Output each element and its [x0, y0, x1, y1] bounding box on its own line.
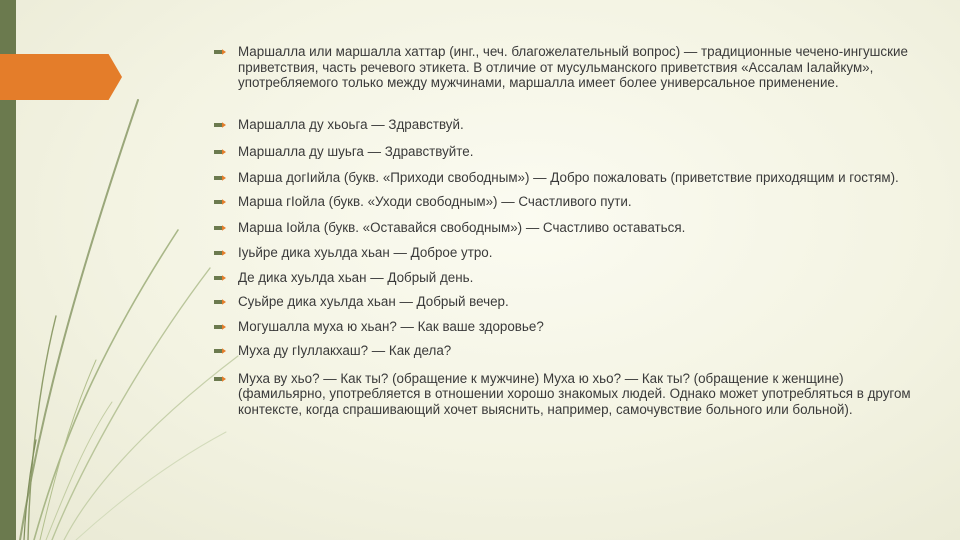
list-item	[214, 270, 914, 286]
list-item	[214, 170, 914, 186]
pencil-icon	[214, 173, 226, 183]
bullet-text: Маршалла ду хьоьга — Здравствуй.	[238, 116, 464, 132]
pencil-icon	[214, 223, 226, 233]
list-item	[214, 343, 914, 359]
pencil-icon	[214, 322, 226, 332]
bullet-text: Муха ву хьо? — Как ты? (обращение к мужчине) Муха ю хьо? — Как ты? (обращение к женщине) (фамильярно, употребляется в отношении хорошо знакомых людей. Однако может употребляться в другом контексте, когда спрашивающий хочет выяснить, например, самочувствие больного или больной).	[238, 370, 911, 417]
list-item	[214, 194, 914, 210]
pencil-icon	[214, 197, 226, 207]
bullet-text: Могушалла муха ю хьан? — Как ваше здоровье?	[238, 318, 544, 334]
list-item	[214, 371, 914, 418]
bullet-text: Маршалла ду шуьга — Здравствуйте.	[238, 144, 474, 159]
bullet-text: Марша догІийла (букв. «Приходи свободным») — Добро пожаловать (приветствие приходящим и гостям).	[238, 169, 899, 185]
pencil-icon	[214, 273, 226, 283]
list-item	[214, 294, 914, 310]
pencil-icon	[214, 47, 226, 57]
list-item	[214, 144, 914, 160]
bullet-text: Суьйре дика хуьлда хьан — Добрый вечер.	[238, 294, 509, 309]
list-item	[214, 44, 914, 91]
bullet-text: Муха ду гІуллакхаш? — Как дела?	[238, 343, 452, 358]
accent-tab	[0, 54, 122, 100]
bullet-text: Де дика хуьлда хьан — Добрый день.	[238, 269, 474, 285]
bullet-text: Марша гІойла (букв. «Уходи свободным») — Счастливого пути.	[238, 194, 632, 209]
pencil-icon	[214, 120, 226, 130]
pencil-icon	[214, 374, 226, 384]
pencil-icon	[214, 346, 226, 356]
pencil-icon	[214, 147, 226, 157]
pencil-icon	[214, 248, 226, 258]
bullet-text: Марша Іойла (букв. «Оставайся свободным») — Счастливо оставаться.	[238, 219, 686, 235]
bullet-list	[214, 44, 914, 417]
list-item	[214, 245, 914, 261]
list-item	[214, 220, 914, 236]
list-item	[214, 319, 914, 335]
bullet-text: Іуьйре дика хуьлда хьан — Доброе утро.	[238, 245, 493, 260]
pencil-icon	[214, 297, 226, 307]
bullet-text: Маршалла или маршалла хаттар (инг., чеч. благожелательный вопрос) — традиционные чечено-ингушские приветствия, часть речевого этикета. В отличие от мусульманского приветствия «Ассалам Іалайкум», употребляемого только между мужчинами, маршалла имеет более универсальное применение.	[238, 44, 908, 90]
list-item	[214, 117, 914, 133]
